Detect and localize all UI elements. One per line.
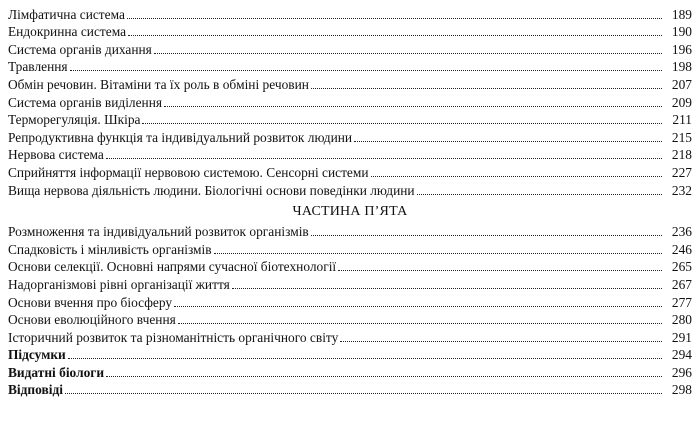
toc-entry-title: Система органів дихання (8, 41, 152, 57)
toc-entry-page: 189 (671, 6, 692, 22)
dot-leader (354, 141, 662, 142)
toc-entry-page: 267 (671, 276, 692, 292)
dot-leader (340, 341, 662, 342)
toc-entry-heredity[interactable] (8, 239, 692, 257)
toc-entry-title: Надорганізмові рівні організації життя (8, 276, 230, 292)
toc-entry-evolution[interactable] (8, 310, 692, 328)
dot-leader (154, 53, 662, 54)
toc-entry-title: Лімфатична система (8, 6, 125, 22)
toc-entry-title: Репродуктивна функція та індивідуальний розвиток людини (8, 129, 353, 145)
toc-entry-page: 198 (671, 59, 692, 75)
dot-leader (338, 270, 662, 271)
toc-entry-title: Сприйняття інформації нервовою системою. Сенсорні системи (8, 164, 369, 180)
toc-entry-title: Історичний розвиток та різноманітність органічного світу (8, 329, 339, 345)
table-of-contents (8, 4, 692, 397)
dot-leader (311, 88, 662, 89)
toc-entry-title: Основи вчення про біосферу (8, 294, 173, 310)
toc-entry-historical-development[interactable] (8, 327, 692, 345)
toc-entry-answers[interactable] (8, 380, 692, 398)
toc-entry-digestion[interactable] (8, 57, 692, 75)
dot-leader (106, 376, 662, 377)
toc-entry-page: 209 (671, 94, 692, 110)
toc-entry-page: 190 (671, 24, 692, 40)
toc-entry-title: Ендокринна система (8, 24, 127, 40)
toc-entry-title: Спадковість і мінливість організмів (8, 241, 212, 257)
toc-entry-title: Обмін речовин. Вітаміни та їх роль в обміні речовин (8, 76, 309, 92)
toc-entry-summary[interactable] (8, 345, 692, 363)
dot-leader (127, 18, 662, 19)
toc-entry-sensory-systems[interactable] (8, 162, 692, 180)
toc-entry-page: 246 (671, 241, 692, 257)
toc-entry-title: Вища нервова діяльність людини. Біологічні основи поведінки людини (8, 182, 415, 198)
toc-entry-page: 211 (672, 112, 692, 128)
toc-entry-page: 207 (671, 76, 692, 92)
toc-entry-respiratory-system[interactable] (8, 39, 692, 57)
toc-entry-nervous-system[interactable] (8, 145, 692, 163)
section-heading: ЧАСТИНА П’ЯТА (292, 203, 408, 219)
toc-entry-excretory-system[interactable] (8, 92, 692, 110)
dot-leader (70, 70, 662, 71)
dot-leader (106, 158, 662, 159)
toc-entry-title: Розмноження та індивідуальний розвиток організмів (8, 224, 309, 240)
toc-entry-endocrine-system[interactable] (8, 22, 692, 40)
toc-entry-page: 236 (671, 224, 692, 240)
dot-leader (178, 323, 662, 324)
toc-entry-title: Видатні біологи (8, 364, 105, 380)
toc-entry-page: 232 (671, 182, 692, 198)
dot-leader (232, 288, 662, 289)
dot-leader (142, 123, 662, 124)
toc-entry-page: 294 (671, 347, 692, 363)
dot-leader (371, 176, 662, 177)
toc-entry-biosphere[interactable] (8, 292, 692, 310)
toc-entry-page: 227 (671, 164, 692, 180)
toc-entry-page: 265 (671, 259, 692, 275)
toc-entry-page: 280 (671, 312, 692, 328)
toc-entry-reproductive-function[interactable] (8, 127, 692, 145)
dot-leader (417, 194, 662, 195)
dot-leader (65, 393, 662, 394)
toc-entry-page: 298 (671, 382, 692, 398)
toc-entry-page: 296 (671, 364, 692, 380)
dot-leader (128, 35, 662, 36)
toc-entry-title: Терморегуляція. Шкіра (8, 112, 141, 128)
toc-entry-title: Система органів виділення (8, 94, 163, 110)
dot-leader (68, 358, 662, 359)
toc-entry-selection[interactable] (8, 257, 692, 275)
toc-entry-lymphatic-system[interactable] (8, 4, 692, 22)
toc-entry-famous-biologists[interactable] (8, 362, 692, 380)
toc-entry-title: Відповіді (8, 382, 63, 398)
toc-entry-page: 291 (671, 329, 692, 345)
toc-entry-title: Травлення (8, 59, 68, 75)
toc-entry-thermoregulation[interactable] (8, 110, 692, 128)
toc-entry-page: 218 (671, 147, 692, 163)
dot-leader (311, 235, 662, 236)
toc-entry-page: 196 (671, 41, 692, 57)
dot-leader (214, 253, 662, 254)
toc-entry-metabolism[interactable] (8, 74, 692, 92)
toc-entry-reproduction[interactable] (8, 222, 692, 240)
toc-entry-title: Нервова система (8, 147, 104, 163)
toc-entry-supraorganismal-levels[interactable] (8, 274, 692, 292)
toc-entry-title: Основи еволюційного вчення (8, 312, 176, 328)
toc-entry-page: 277 (671, 294, 692, 310)
toc-entry-title: Підсумки (8, 347, 66, 363)
dot-leader (174, 306, 662, 307)
toc-entry-higher-nervous-activity[interactable] (8, 180, 692, 198)
toc-entry-title: Основи селекції. Основні напрями сучасної біотехнології (8, 259, 337, 275)
toc-entry-page: 215 (671, 129, 692, 145)
dot-leader (164, 106, 662, 107)
